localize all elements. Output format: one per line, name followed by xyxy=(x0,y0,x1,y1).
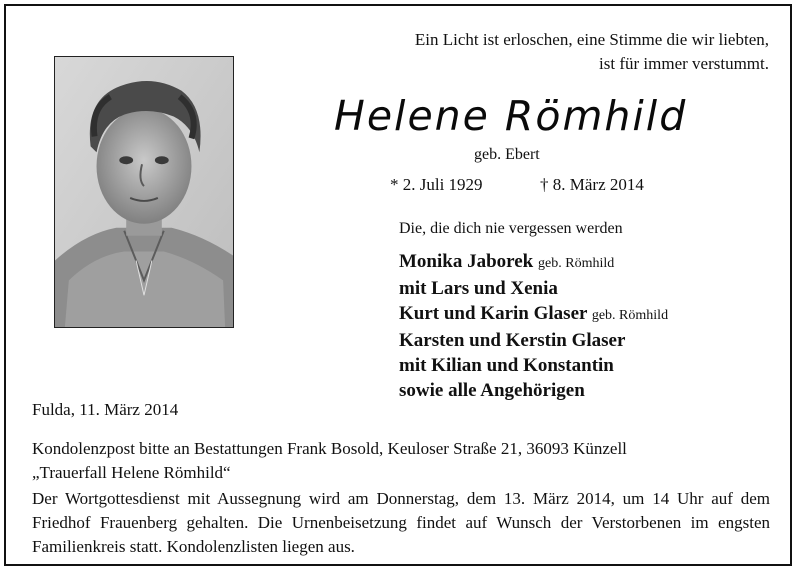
mourner-name: sowie alle Angehörigen xyxy=(399,380,585,401)
mourner-row xyxy=(399,328,668,353)
mourner-name: Karsten und Kerstin Glaser xyxy=(399,330,626,351)
mourner-name: mit Lars und Xenia xyxy=(399,278,558,299)
quote-line: Ein Licht ist erloschen, eine Stimme die wir liebten, xyxy=(414,30,769,49)
deceased-name: Helene Römhild xyxy=(334,92,688,140)
quote-line: ist für immer verstummt. xyxy=(599,54,769,73)
mourner-row xyxy=(399,276,668,301)
mourners-list xyxy=(399,249,668,403)
mourner-maiden-note: geb. Römhild xyxy=(591,308,669,323)
condolence-address xyxy=(32,437,627,485)
death-date: † 8. März 2014 xyxy=(540,175,644,194)
mourner-name: mit Kilian und Konstantin xyxy=(399,355,614,376)
mourner-row xyxy=(399,378,668,403)
mourners-intro: Die, die dich nie vergessen werden xyxy=(399,220,623,237)
mourner-name: Kurt und Karin Glaser xyxy=(399,303,588,324)
birth-date: * 2. Juli 1929 xyxy=(390,175,483,194)
condolence-line: Kondolenzpost bitte an Bestattungen Frank Bosold, Keuloser Straße 21, 36093 Künzell xyxy=(32,439,627,458)
condolence-reference: „Trauerfall Helene Römhild“ xyxy=(32,463,231,482)
mourner-maiden-note: geb. Römhild xyxy=(538,256,615,271)
maiden-name: geb. Ebert xyxy=(474,146,540,163)
mourner-row xyxy=(399,353,668,378)
service-announcement: Der Wortgottesdienst mit Aussegnung wird am Donnerstag, dem 13. März 2014, um 14 Uhr auf dem Friedhof Frauenberg gehalten. Die Urnenbeisetzung findet auf Wunsch der Verstorbenen im engsten Familienkreis statt. Kondolenzlisten liegen aus. xyxy=(32,489,770,556)
mourner-row xyxy=(399,249,668,276)
mourner-row xyxy=(399,301,668,328)
portrait-image xyxy=(55,57,233,327)
mourner-name: Monika Jaborek xyxy=(399,251,534,272)
memorial-quote xyxy=(415,28,769,76)
portrait-photo xyxy=(54,56,234,328)
place-and-date: Fulda, 11. März 2014 xyxy=(32,400,179,419)
